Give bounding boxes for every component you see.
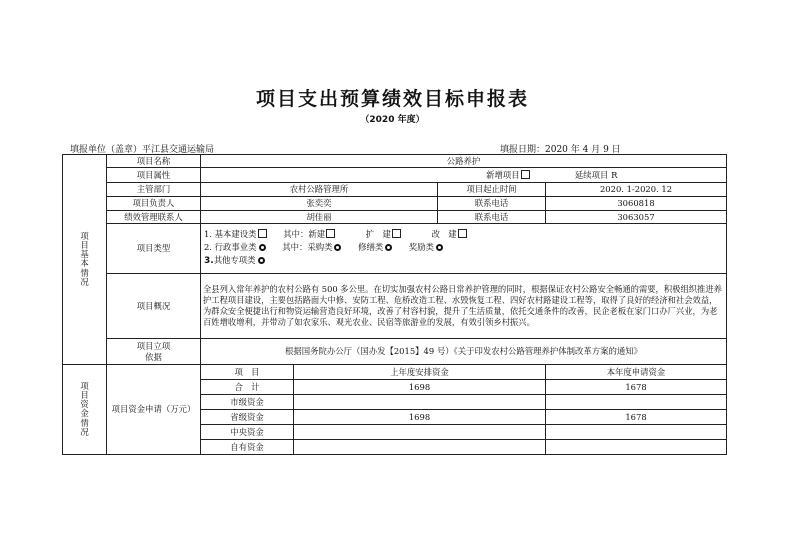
type-line-1	[204, 228, 723, 241]
reporting-unit: 填报单位（盖章）平江县交通运输局	[70, 145, 215, 155]
year-subtitle: （2020 年度）	[360, 115, 425, 125]
funds-curr: 1678	[546, 410, 727, 425]
row-leader	[63, 197, 727, 211]
funds-item: 省级资金	[201, 410, 294, 425]
contact-label: 绩效管理联系人	[107, 211, 201, 224]
contact-phone-value: 3063057	[546, 211, 727, 224]
type-other-special: 其他专项类	[213, 255, 256, 266]
checkbox-new-build[interactable]	[326, 229, 335, 238]
type-repair: 修缮类	[358, 242, 384, 253]
funds-prev	[294, 440, 546, 455]
row-basis	[63, 339, 727, 365]
department-value: 农村公路管理所	[201, 183, 438, 197]
type-line-2	[204, 241, 723, 254]
funds-curr	[546, 440, 727, 455]
basis-label	[107, 339, 201, 365]
contact-phone-label: 联系电话	[438, 211, 546, 224]
checkbox-expansion[interactable]	[392, 229, 401, 238]
checkbox-basic-construction[interactable]	[258, 229, 267, 238]
funds-item: 合 计	[201, 380, 294, 395]
type-administrative: 2. 行政事业类	[204, 242, 257, 253]
section-basic-info: 项目基本情况	[63, 155, 107, 365]
reporting-date: 填报日期：2020 年 4 月 9 日	[500, 145, 621, 155]
leader-value: 张奕奕	[201, 197, 438, 211]
row-department	[63, 183, 727, 197]
funds-prev	[294, 425, 546, 440]
funds-item: 市级资金	[201, 395, 294, 410]
type-reward: 奖励类	[408, 242, 435, 253]
leader-phone-label: 联系电话	[438, 197, 546, 211]
funds-item: 中央资金	[201, 425, 294, 440]
attr-new-label: 新增项目	[486, 169, 520, 180]
section-funds: 项目资金情况	[63, 365, 107, 455]
funds-prev	[294, 395, 546, 410]
funds-header-row	[63, 365, 727, 380]
funds-col-item: 项 目	[201, 365, 294, 380]
radio-procurement[interactable]	[334, 244, 341, 251]
row-project-attribute	[63, 168, 727, 183]
row-overview	[63, 274, 727, 339]
row-project-type	[63, 224, 727, 274]
project-attribute-options	[201, 168, 727, 183]
attr-new-checkbox[interactable]	[521, 170, 530, 179]
funds-curr	[546, 395, 727, 410]
row-contact	[63, 211, 727, 224]
type-expansion: 扩 建	[365, 229, 391, 240]
budget-form-table	[62, 154, 727, 455]
type-basic-construction: 1. 基本建设类	[204, 229, 257, 240]
period-value: 2020. 1-2020. 12	[546, 183, 727, 197]
radio-reward[interactable]	[436, 244, 443, 251]
funds-label: 项目资金申请（万元）	[107, 365, 201, 455]
project-name-label: 项目名称	[107, 155, 201, 168]
basis-label-line1: 项目立项	[136, 341, 171, 351]
type-reconstruction: 改 建	[431, 229, 457, 240]
type-new-build: 其中：新建	[283, 229, 326, 240]
funds-col-prev: 上年度安排资金	[294, 365, 546, 380]
overview-text: 全县列入常年养护的农村公路有 500 多公里。在切实加强农村公路日常养护管理的同时，根据保证农村公路安全畅通的需要，积极组织推进养护工程项目建设，主要包括路面大中修、安防工程、危桥改造工程、水毁恢复工程、四好农村路建设工程等，取得了良好的经济和社会效益，为群众安全便捷出行和物资运输营造良好环境，改善了村容村貌，提升了生活质量，依托交通条件的改善，民企老板在家门口办厂兴业，为老百姓增收增利，并带动了如农家乐、观光农业、民宿等旅游业的发展，有效引领乡村振兴。	[201, 274, 727, 339]
type-other-number: 3.	[204, 256, 214, 267]
period-label: 项目起止时间	[438, 183, 546, 197]
row-project-name	[63, 155, 727, 168]
project-name-value: 公路养护	[201, 155, 727, 168]
type-line-3	[204, 254, 723, 269]
leader-label: 项目负责人	[107, 197, 201, 211]
leader-phone-value: 3060818	[546, 197, 727, 211]
radio-repair[interactable]	[385, 244, 392, 251]
funds-curr	[546, 425, 727, 440]
overview-label: 项目概况	[107, 274, 201, 339]
radio-other-special[interactable]	[258, 257, 265, 264]
basis-text: 根据国务院办公厅（国办发【2015】49 号）《关于印发农村公路管理养护体制改革方案的通知》	[201, 339, 727, 365]
project-attribute-label: 项目属性	[107, 168, 201, 183]
attr-continue-mark[interactable]: R	[611, 169, 618, 180]
basis-label-line2: 依据	[145, 351, 162, 362]
type-procurement: 其中：采购类	[282, 242, 333, 253]
radio-administrative[interactable]	[259, 244, 266, 251]
funds-prev: 1698	[294, 410, 546, 425]
funds-prev: 1698	[294, 380, 546, 395]
page-title: 项目支出预算绩效目标申报表	[255, 88, 529, 110]
project-type-label: 项目类型	[107, 224, 201, 274]
department-label: 主管部门	[107, 183, 201, 197]
funds-col-curr: 本年度申请资金	[546, 365, 727, 380]
attr-continue-label: 延续项目	[574, 169, 609, 180]
contact-value: 胡佳丽	[201, 211, 438, 224]
checkbox-reconstruction[interactable]	[458, 229, 467, 238]
funds-item: 自有资金	[201, 440, 294, 455]
project-type-options	[201, 224, 727, 274]
funds-curr: 1678	[546, 380, 727, 395]
